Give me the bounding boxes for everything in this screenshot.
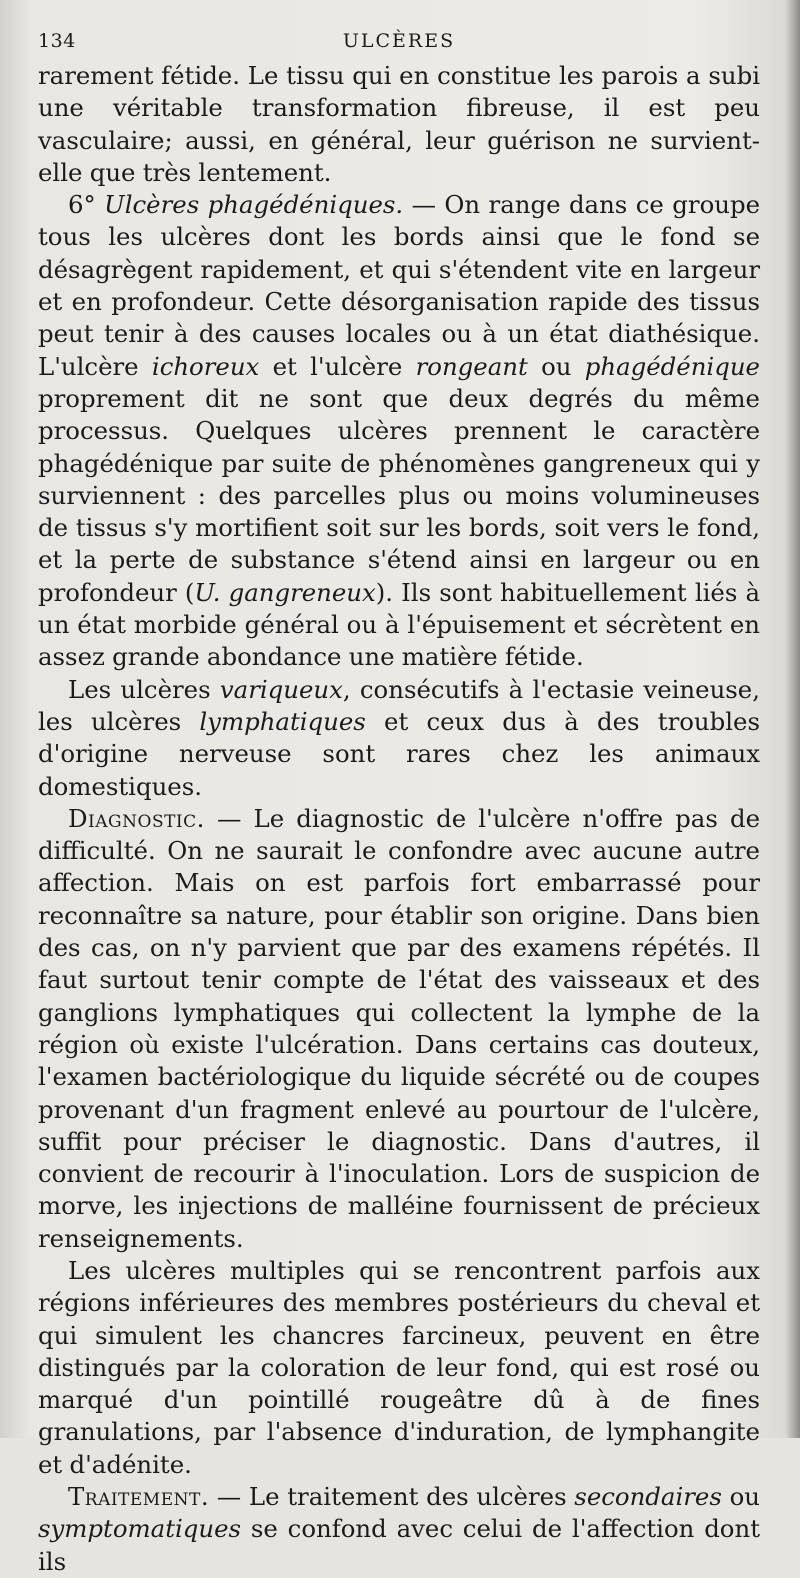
text-run: rarement fétide. Le tissu qui en constitue les parois a subi une véritable transformation fibreuse, il est peu vasculaire; aussi, en général, leur guérison ne survient-elle que très lentement. bbox=[38, 61, 760, 187]
body-text bbox=[38, 60, 760, 1578]
italic-term: symptomatiques bbox=[38, 1514, 242, 1544]
paragraph bbox=[38, 803, 760, 1255]
italic-term: Ulcères phagédéniques. bbox=[104, 190, 404, 220]
page-number: 134 bbox=[38, 30, 76, 52]
text-run: ou bbox=[527, 351, 585, 381]
text-run: — On range dans ce groupe tous les ulcères dont les bords ainsi que le fond se désagrègent rapidement, et qui s'étendent vite en largeur et en profondeur. Cette désorganisation rapide des tissus peut tenir à des causes locales ou à un état diathésique. L'ulcère bbox=[38, 190, 761, 381]
italic-term: phagédénique bbox=[584, 351, 760, 381]
text-run: se confond avec celui de l'affection dont ils bbox=[38, 1514, 760, 1576]
paragraph bbox=[38, 60, 760, 189]
italic-term: ichoreux bbox=[151, 351, 260, 381]
section-heading: Diagnostic. bbox=[68, 803, 205, 833]
paragraph bbox=[38, 674, 760, 803]
section-heading: Traitement. bbox=[68, 1482, 210, 1512]
page-header bbox=[38, 24, 760, 60]
italic-term: U. gangreneux bbox=[194, 577, 376, 607]
italic-term: lymphatiques bbox=[199, 706, 366, 736]
italic-term: variqueux bbox=[219, 674, 343, 704]
text-run: Les ulcères multiples qui se rencontrent parfois aux régions inférieures des membres postérieurs du cheval et qui simulent les chancres farcineux, peuvent en être distingués par la coloration de leur fond, qui est rosé ou marqué d'un pointillé rougeâtre dû à de fines granulations, par l'absence d'induration, de lymphangite et d'adénite. bbox=[38, 1255, 760, 1479]
italic-term: secondaires bbox=[574, 1482, 722, 1512]
italic-term: rongeant bbox=[415, 351, 528, 381]
text-run: Les ulcères bbox=[68, 674, 220, 704]
text-run: et l'ulcère bbox=[259, 351, 416, 381]
paragraph bbox=[38, 189, 760, 673]
paragraph bbox=[38, 1481, 760, 1578]
text-run: proprement dit ne sont que deux degrés du même processus. Quelques ulcères prennent le caractère phagédénique par suite de phénomènes gangreneux qui y surviennent : des parcelles plus ou moins volumineuses de tissus s'y mortifient soit sur les bords, soit vers le fond, et la perte de substance s'étend ainsi en largeur ou en profondeur ( bbox=[38, 383, 760, 607]
text-run: ). Ils sont habituellement liés à un état morbide général ou à l'épuisement et sécrètent en assez grande abondance une matière fétide. bbox=[38, 577, 761, 672]
text-run: ou bbox=[721, 1482, 760, 1512]
text-run: et ceux dus à des troubles d'origine nerveuse sont rares chez les animaux domestiques. bbox=[38, 706, 760, 801]
text-run: — Le diagnostic de l'ulcère n'offre pas de difficulté. On ne saurait le confondre avec aucune autre affection. Mais on est parfois fort embarrassé pour reconnaître sa nature, pour établir son origine. Dans bien des cas, on n'y parvient que par des examens répétés. Il faut surtout tenir compte de l'état des vaisseaux et des ganglions lymphatiques qui collectent la lymphe de la région où existe l'ulcération. Dans certains cas douteux, l'examen bactériologique du liquide sécrété ou de coupes provenant d'un fragment enlevé au pourtour de l'ulcère, suffit pour préciser le diagnostic. Dans d'autres, il convient de recourir à l'inoculation. Lors de suspicion de morve, les injections de malléine fournissent de précieux renseignements. bbox=[38, 803, 760, 1253]
text-run: 6° bbox=[68, 190, 105, 220]
text-run: , consécutifs à l'ectasie veineuse, les ulcères bbox=[38, 674, 760, 736]
running-head: ULCÈRES bbox=[342, 30, 456, 52]
paragraph bbox=[38, 1255, 760, 1481]
text-run: — Le traitement des ulcères bbox=[209, 1482, 575, 1512]
